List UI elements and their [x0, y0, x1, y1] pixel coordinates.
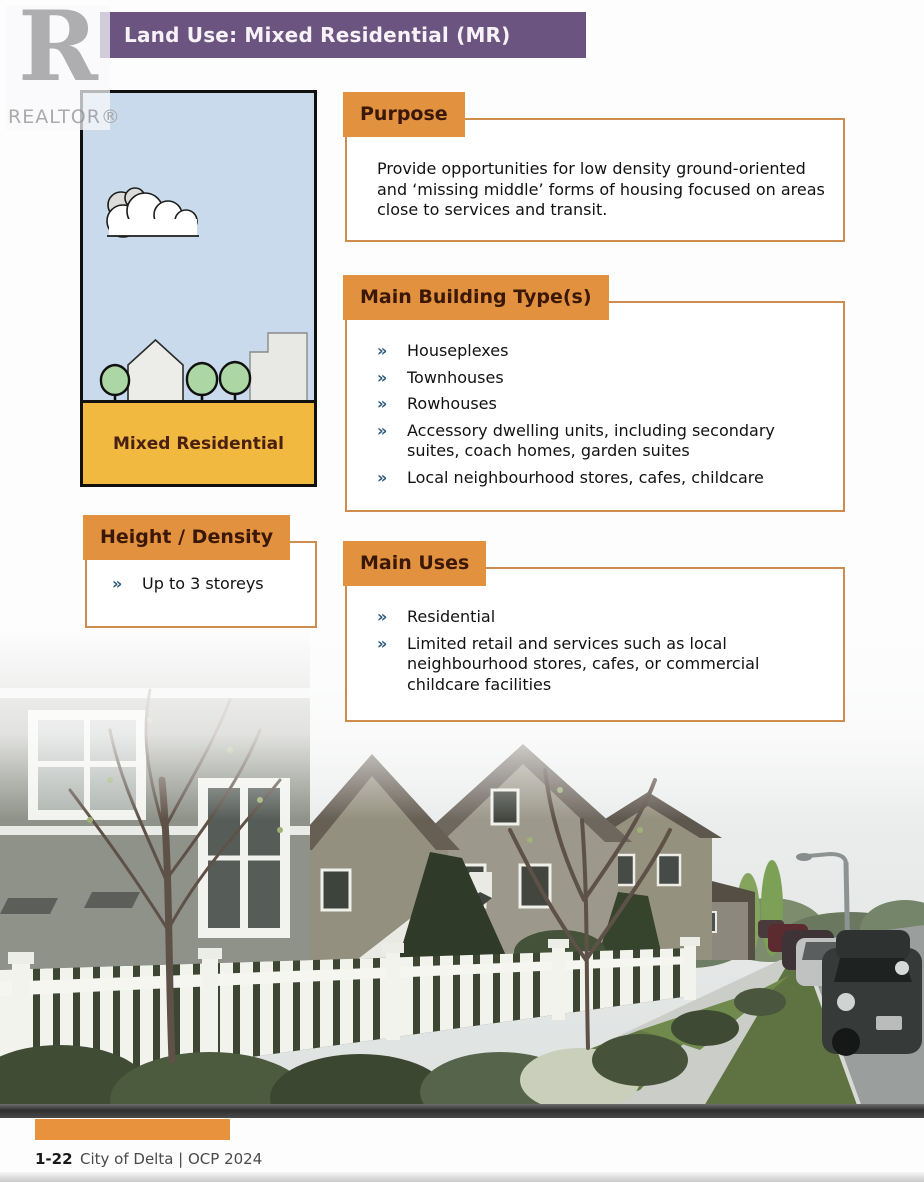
- list-item-text: Rowhouses: [407, 394, 497, 413]
- section-heading-main-uses: [343, 541, 486, 586]
- list-item: [377, 341, 829, 362]
- height-density-list: [112, 574, 302, 601]
- section-heading-purpose: [343, 92, 465, 137]
- list-item-text: Accessory dwelling units, including secondary suites, coach homes, garden suites: [407, 420, 775, 460]
- house-icon: [128, 340, 183, 403]
- bullet-icon: »: [377, 394, 388, 413]
- bullet-icon: »: [377, 367, 388, 387]
- bullet-icon: »: [377, 467, 388, 487]
- list-item-text: Up to 3 storeys: [142, 574, 264, 593]
- footer-accent-bar: [35, 1119, 230, 1140]
- zone-diagram: [80, 90, 317, 487]
- bullet-icon: »: [377, 607, 388, 626]
- list-item-text: Townhouses: [407, 367, 504, 387]
- list-item: [377, 634, 829, 696]
- list-item-text: Houseplexes: [407, 341, 509, 360]
- section-heading-height-density: [83, 515, 290, 560]
- section-heading-building-types: [343, 275, 609, 320]
- list-item: [377, 421, 829, 462]
- zone-diagram-illustration: [83, 93, 314, 403]
- list-item: [377, 468, 829, 489]
- bullet-icon: »: [377, 420, 388, 440]
- section-heading-main-uses-text: Main Uses: [360, 552, 470, 574]
- page-title-bar: [100, 12, 586, 58]
- list-item: [112, 574, 302, 595]
- bullet-icon: »: [377, 633, 388, 653]
- photo-bottom-bar: [0, 1104, 924, 1118]
- footer-page-number: 1-22: [35, 1150, 73, 1168]
- building-types-list: [377, 341, 829, 494]
- building-icon: [250, 333, 307, 403]
- section-heading-purpose-text: Purpose: [360, 103, 448, 125]
- section-heading-building-types-text: Main Building Type(s): [360, 286, 592, 308]
- list-item-text: Local neighbourhood stores, cafes, childcare: [407, 467, 764, 487]
- purpose-body-text: Provide opportunities for low density ground-oriented and ‘missing middle’ forms of housing focused on areas close to services and transit.: [377, 159, 825, 219]
- zone-diagram-label: Mixed Residential: [113, 433, 284, 454]
- list-item-text: Residential: [407, 607, 496, 626]
- realtor-watermark-label: REALTOR®: [8, 106, 121, 128]
- section-box-main-uses: [345, 567, 845, 722]
- list-item: [377, 607, 829, 628]
- section-box-building-types: [345, 301, 845, 512]
- bullet-icon: »: [112, 574, 123, 593]
- page-title: Land Use: Mixed Residential (MR): [124, 23, 511, 47]
- page-bottom-edge: [0, 1172, 924, 1182]
- list-item: [377, 368, 829, 389]
- cloud-icon: [107, 188, 199, 237]
- realtor-watermark: [6, 0, 121, 130]
- realtor-logo-icon: R: [18, 0, 98, 103]
- bullet-icon: »: [377, 341, 388, 360]
- zone-diagram-label-band: [83, 400, 314, 484]
- list-item: [377, 394, 829, 415]
- section-heading-height-density-text: Height / Density: [100, 526, 274, 548]
- main-uses-list: [377, 607, 829, 701]
- list-item-text: Limited retail and services such as local neighbourhood stores, cafes, or commercial childcare facilities: [407, 633, 760, 694]
- footer-document-title: City of Delta | OCP 2024: [80, 1150, 263, 1168]
